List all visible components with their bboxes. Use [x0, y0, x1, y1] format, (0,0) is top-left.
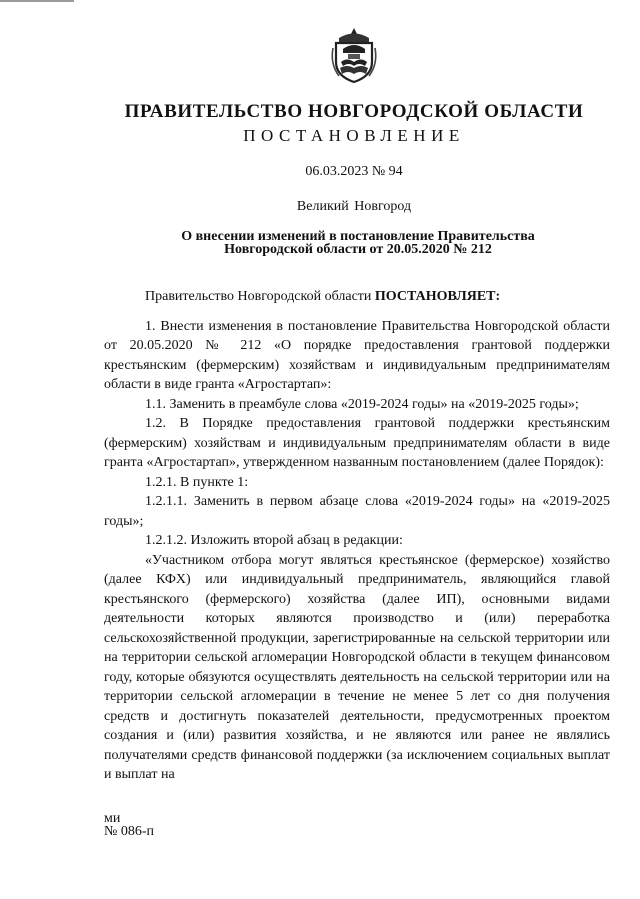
- footer-doc-code: № 086-п: [104, 824, 155, 839]
- paragraph: 1.1. Заменить в преамбуле слова «2019-2024 годы» на «2019-2025 годы»;: [145, 396, 579, 412]
- preamble-prefix: Правительство Новгородской области: [145, 289, 375, 304]
- paragraph: 1.2.1. В пункте 1:: [145, 474, 249, 490]
- scan-edge-mark: [0, 0, 74, 2]
- paragraph: 1. Внести изменения в постановление Правительства Новгородской области от 20.05.2020 № 212 «О порядке предоставления грантовой поддержки крестьянским (фермерским) хозяйствам и индивидуальным предпринимателям области в виде гранта «Агростартап»:: [104, 318, 610, 392]
- document-body: [104, 287, 610, 785]
- date-number: 06.03.2023 № 94: [305, 164, 403, 179]
- footer-initials: ми: [104, 811, 121, 826]
- coat-of-arms-icon: [329, 26, 379, 84]
- paragraph: «Участником отбора могут являться крестьянское (фермерское) хозяйство (далее КФХ) или индивидуальный предприниматель, являющийся главой крестьянского (фермерского) хозяйства (далее ИП), основными видами деятельности которых являются производство и (или) переработка сельскохозяйственной продукции, зарегистрированные на сельской территории или на территории сельской агломерации Новгородской области в текущем финансовом году, которые обязуются осуществлять деятельность на сельской территории или на территории сельской агломерации в течение не менее 5 лет со дня получения средств и достигнуть показателей деятельности, предусмотренных проектом создания и (или) развития хозяйства, и не являются или ранее не являлись получателями средств финансовой поддержки (за исключением социальных выплат и выплат на: [104, 552, 610, 782]
- preamble: [104, 287, 610, 307]
- city-name: Великий Новгород: [296, 199, 412, 214]
- paragraph: 1.2. В Порядке предоставления грантовой поддержки крестьянским (фермерским) хозяйствам и индивидуальным предпринимателям области в виде гранта «Агростартап», утвержденном названным постановлением (далее Порядок):: [104, 416, 610, 470]
- government-title: ПРАВИТЕЛЬСТВО НОВГОРОДСКОЙ ОБЛАСТИ: [124, 101, 584, 122]
- paragraph: 1.2.1.1. Заменить в первом абзаце слова «2019-2024 годы» на «2019-2025 годы»;: [104, 494, 610, 529]
- footer: [104, 812, 154, 838]
- paragraph: 1.2.1.2. Изложить второй абзац в редакции:: [145, 533, 403, 548]
- document-subject: [160, 230, 556, 256]
- subject-line-1: О внесении изменений в постановление Правительства: [181, 229, 535, 244]
- document-type: ПОСТАНОВЛЕНИЕ: [243, 126, 465, 145]
- preamble-verb: ПОСТАНОВЛЯЕТ:: [374, 289, 501, 304]
- subject-line-2: Новгородской области от 20.05.2020 № 212: [224, 242, 492, 257]
